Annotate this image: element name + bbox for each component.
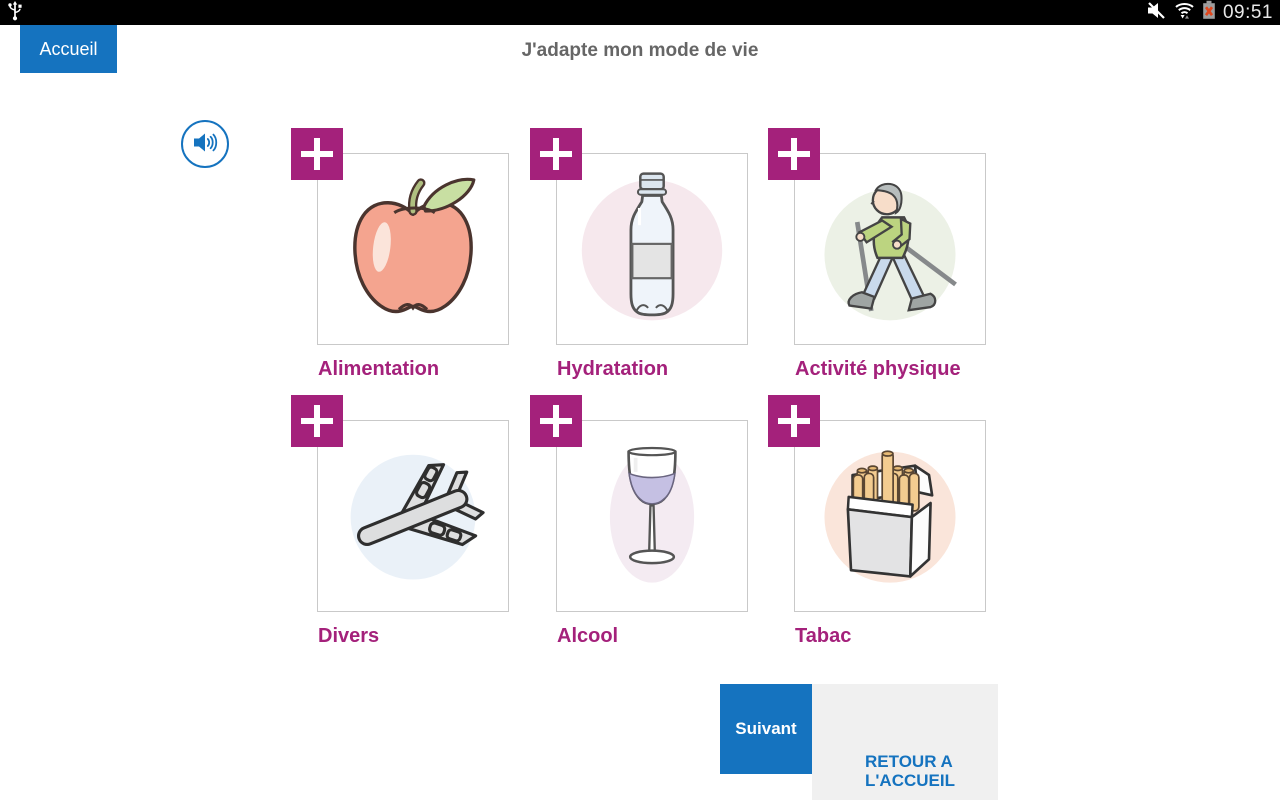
tile-tabac <box>768 395 990 663</box>
tile-image-hydratation[interactable] <box>556 153 748 345</box>
android-status-bar <box>0 0 1280 25</box>
tile-image-divers[interactable] <box>317 420 509 612</box>
tile-image-activite-physique[interactable] <box>794 153 986 345</box>
add-button-alimentation[interactable] <box>291 128 343 180</box>
plus-icon <box>291 395 343 447</box>
volume-muted-icon <box>1146 1 1167 25</box>
text-to-speech-button[interactable] <box>181 120 229 168</box>
plus-icon <box>291 128 343 180</box>
cigarette-pack-illustration <box>812 436 968 597</box>
tile-image-tabac[interactable] <box>794 420 986 612</box>
tile-label: Tabac <box>795 625 852 647</box>
tile-label: Divers <box>318 625 380 647</box>
tile-alimentation <box>291 128 513 396</box>
wifi-transfer-icon <box>1174 0 1195 25</box>
plus-icon <box>768 395 820 447</box>
return-home-button[interactable] <box>812 684 998 800</box>
add-button-activite-physique[interactable] <box>768 128 820 180</box>
plus-icon <box>530 395 582 447</box>
tile-label: Activité physique <box>795 358 961 380</box>
tile-divers <box>291 395 513 663</box>
tile-alcool <box>530 395 752 663</box>
battery-unknown-icon <box>1202 0 1216 25</box>
apple-illustration <box>335 169 491 330</box>
tile-activite-physique <box>768 128 990 396</box>
tile-hydratation <box>530 128 752 396</box>
add-button-hydratation[interactable] <box>530 128 582 180</box>
page-title: J'adapte mon mode de vie <box>521 40 759 61</box>
wine-glass-illustration <box>574 436 730 597</box>
tile-label: Alimentation <box>318 358 440 380</box>
next-button[interactable]: Suivant <box>720 684 812 774</box>
home-button[interactable]: Accueil <box>20 25 117 73</box>
airplane-illustration <box>335 436 491 597</box>
plus-icon <box>768 128 820 180</box>
tile-image-alcool[interactable] <box>556 420 748 612</box>
water-bottle-illustration <box>574 169 730 330</box>
usb-icon <box>7 0 23 26</box>
tile-label: Alcool <box>557 625 619 647</box>
add-button-alcool[interactable] <box>530 395 582 447</box>
plus-icon <box>530 128 582 180</box>
add-button-tabac[interactable] <box>768 395 820 447</box>
add-button-divers[interactable] <box>291 395 343 447</box>
return-home-label: RETOUR A L'ACCUEIL <box>865 752 955 790</box>
nordic-walker-illustration <box>812 169 968 330</box>
status-clock: 09:51 <box>1222 1 1273 23</box>
speaker-icon <box>192 131 219 157</box>
tile-image-alimentation[interactable] <box>317 153 509 345</box>
tile-label: Hydratation <box>557 358 669 380</box>
